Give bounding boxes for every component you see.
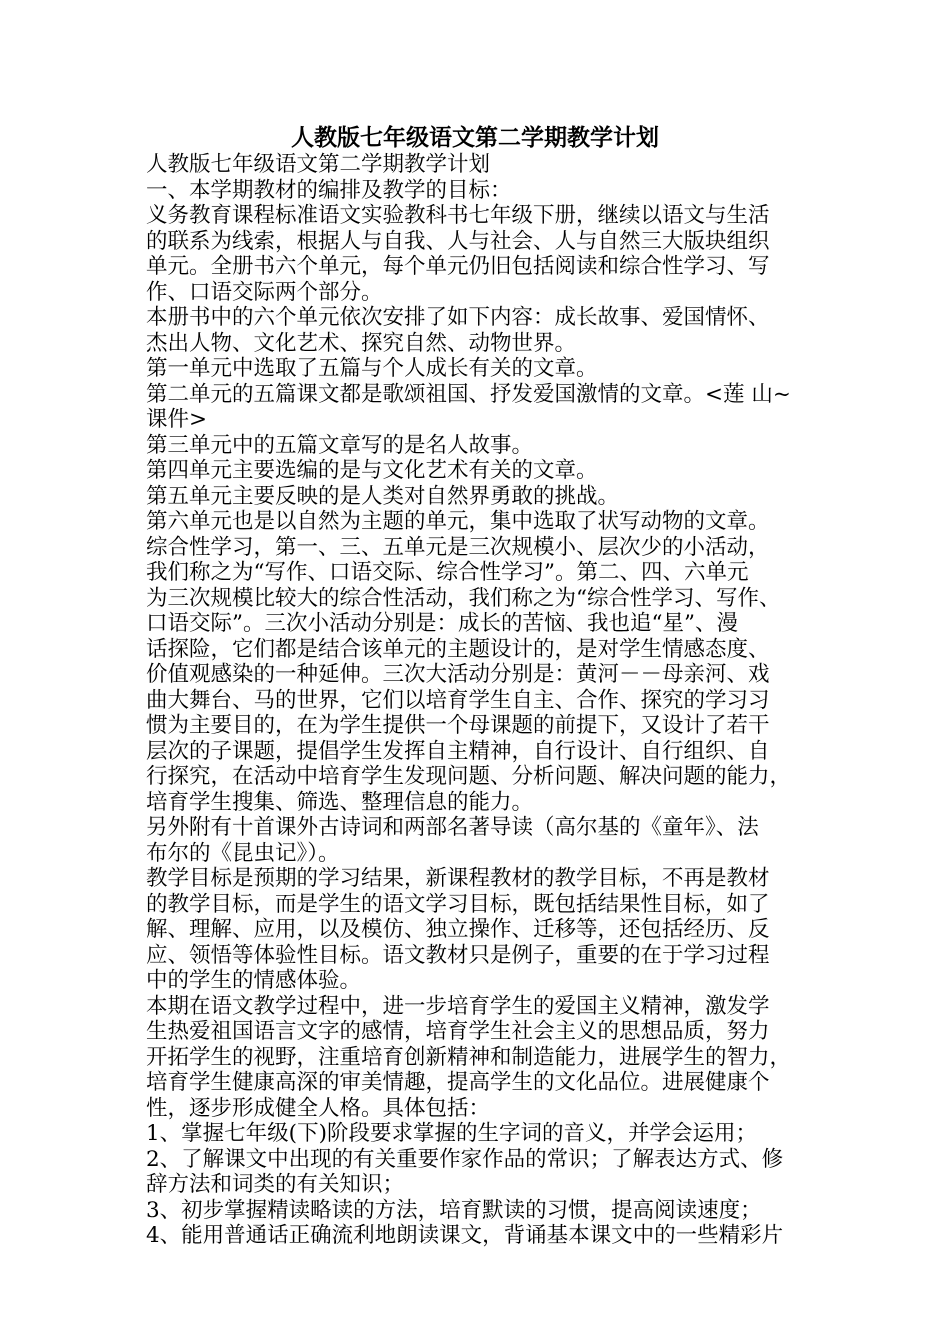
text-line: 第四单元主要选编的是与文化艺术有关的文章。	[146, 458, 598, 483]
text-line: 杰出人物、文化艺术、探究自然、动物世界。	[146, 330, 577, 356]
text-line: 辞方法和词类的有关知识；	[146, 1172, 405, 1197]
text-line: 第二单元的五篇课文都是歌颂祖国、抒发爱国激情的文章。<莲 山~	[146, 381, 791, 407]
text-line: 作、口语交际两个部分。	[146, 279, 383, 305]
text-line: 单元。全册书六个单元，每个单元仍旧包括阅读和综合性学习、写	[146, 254, 770, 279]
text-line: 培育学生搜集、筛选、整理信息的能力。	[146, 789, 534, 815]
text-line: 的教学目标，而是学生的语文学习目标，既包括结果性目标，如了	[146, 891, 770, 917]
text-line: 第一单元中选取了五篇与个人成长有关的文章。	[146, 356, 598, 381]
text-line: 教学目标是预期的学习结果，新课程教材的教学目标，不再是教材	[146, 866, 770, 891]
text-line: 第三单元中的五篇文章写的是名人故事。	[146, 432, 534, 458]
text-line: 一、本学期教材的编排及教学的目标：	[146, 177, 512, 203]
text-line: 解、理解、应用，以及模仿、独立操作、迁移等，还包括经历、反	[146, 917, 770, 942]
text-line: 应、领悟等体验性目标。语文教材只是例子，重要的在于学习过程	[146, 942, 770, 968]
text-line: 第六单元也是以自然为主题的单元，集中选取了状写动物的文章。	[146, 509, 770, 534]
text-line: 价值观感染的一种延伸。三次大活动分别是：黄河－－母亲河、戏	[146, 662, 770, 687]
text-line: 义务教育课程标准语文实验教科书七年级下册，继续以语文与生活	[146, 203, 770, 228]
text-line: 培育学生健康高深的审美情趣，提高学生的文化品位。进展健康个	[146, 1070, 770, 1095]
text-line: 2、了解课文中出现的有关重要作家作品的常识；了解表达方式、修	[146, 1146, 784, 1172]
text-line: 1、掌握七年级(下)阶段要求掌握的生字词的音义，并学会运用；	[146, 1121, 757, 1146]
text-line: 的联系为线索，根据人与自我、人与社会、人与自然三大版块组织	[146, 228, 770, 254]
text-line: 综合性学习，第一、三、五单元是三次规模小、层次少的小活动，	[146, 534, 770, 560]
text-line: 为三次规模比较大的综合性活动，我们称之为“综合性学习、写作、	[146, 585, 781, 611]
document-body	[146, 152, 806, 1249]
text-line: 口语交际”。三次小活动分别是：成长的苦恼、我也追“星”、漫	[146, 611, 738, 636]
text-line: 行探究，在活动中培育学生发现问题、分析问题、解决问题的能力，	[146, 764, 792, 789]
text-line: 本期在语文教学过程中，进一步培育学生的爱国主义精神，激发学	[146, 993, 770, 1019]
text-line: 生热爱祖国语言文字的感情，培育学生社会主义的思想品质，努力	[146, 1019, 770, 1044]
text-line: 课件>	[146, 407, 208, 432]
text-line: 话探险，它们都是结合该单元的主题设计的，是对学生情感态度、	[146, 636, 770, 662]
text-line: 3、初步掌握精读略读的方法，培育默读的习惯，提高阅读速度；	[146, 1197, 762, 1223]
text-line: 第五单元主要反映的是人类对自然界勇敢的挑战。	[146, 483, 620, 509]
text-line: 布尔的《昆虫记》）。	[146, 840, 340, 866]
text-line: 本册书中的六个单元依次安排了如下内容：成长故事、爱国情怀、	[146, 305, 770, 330]
text-line: 人教版七年级语文第二学期教学计划	[146, 152, 491, 177]
text-line: 中的学生的情感体验。	[146, 968, 362, 993]
text-line: 层次的子课题，提倡学生发挥自主精神，自行设计、自行组织、自	[146, 738, 770, 764]
text-line: 曲大舞台、马的世界，它们以培育学生自主、合作、探究的学习习	[146, 687, 770, 713]
text-line: 性，逐步形成健全人格。具体包括：	[146, 1095, 491, 1121]
text-line: 惯为主要目的，在为学生提供一个母课题的前提下，又设计了若干	[146, 713, 770, 738]
document-title: 人教版七年级语文第二学期教学计划	[291, 125, 659, 151]
text-line: 我们称之为“写作、口语交际、综合性学习”。第二、四、六单元	[146, 560, 749, 585]
text-line: 另外附有十首课外古诗词和两部名著导读（高尔基的《童年》、法	[146, 815, 759, 840]
text-line: 开拓学生的视野，注重培育创新精神和制造能力，进展学生的智力，	[146, 1044, 792, 1070]
text-line: 4、能用普通话正确流利地朗读课文，背诵基本课文中的一些精彩片	[146, 1223, 784, 1248]
